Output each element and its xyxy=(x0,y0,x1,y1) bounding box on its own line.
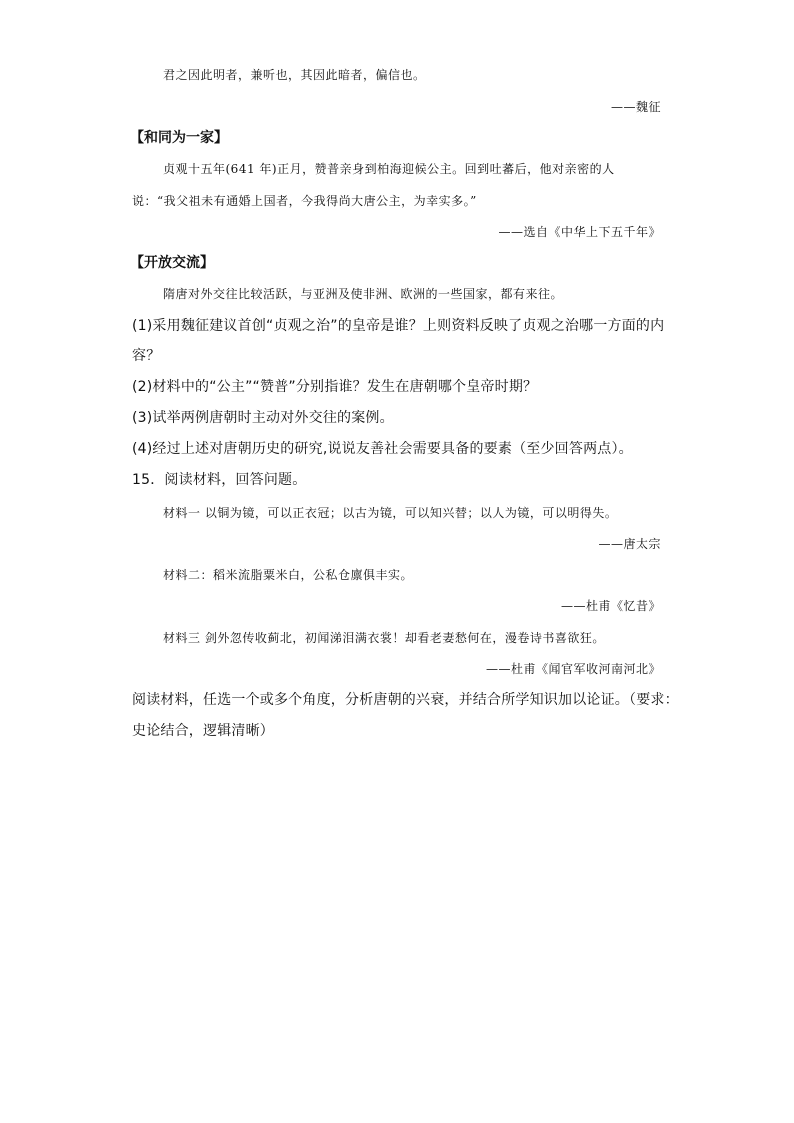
question-15-instruction-line1: 阅读材料，任选一个或多个角度，分析唐朝的兴衰，并结合所学知识加以论证。（要求： xyxy=(132,692,679,708)
section-heading-kaifang: 【开放交流】 xyxy=(130,255,214,271)
attribution-hetong: ——选自《中华上下五千年》 xyxy=(498,225,661,239)
question-4: (4)经过上述对唐朝历史的研究,说说友善社会需要具备的要素（至少回答两点）。 xyxy=(132,441,633,457)
question-1-line1: (1)采用魏征建议首创“贞观之治”的皇帝是谁？上则资料反映了贞观之治哪一方面的内 xyxy=(132,318,665,334)
attribution-weizheng: ——魏征 xyxy=(610,100,661,114)
question-3: (3)试举两例唐朝时主动对外交往的案例。 xyxy=(132,410,394,426)
question-15-title: 15．阅读材料，回答问题。 xyxy=(132,472,307,488)
quote-weizheng: 君之因此明者，兼听也，其因此暗者，偏信也。 xyxy=(163,68,426,82)
question-15-instruction-line2: 史论结合，逻辑清晰） xyxy=(132,723,274,739)
material-2-text: 材料二：稻米流脂粟米白，公私仓廪俱丰实。 xyxy=(163,568,414,582)
material-hetong-line2: 说：“我父祖未有通婚上国者，今我得尚大唐公主，为幸实多。” xyxy=(132,194,477,208)
material-2-attribution: ——杜甫《忆昔》 xyxy=(560,599,661,613)
material-3-attribution: ——杜甫《闻官军收河南河北》 xyxy=(485,662,661,676)
question-2: (2)材料中的“公主”“赞普”分别指谁？发生在唐朝哪个皇帝时期？ xyxy=(132,379,538,395)
material-3-text: 材料三 剑外忽传收蓟北，初闻涕泪满衣裳！却看老妻愁何在，漫卷诗书喜欲狂。 xyxy=(163,631,605,645)
material-1-text: 材料一 以铜为镜，可以正衣冠；以古为镜，可以知兴替；以人为镜，可以明得失。 xyxy=(163,506,618,520)
material-1-attribution: ——唐太宗 xyxy=(598,537,661,551)
material-kaifang-line1: 隋唐对外交往比较活跃，与亚洲及使非洲、欧洲的一些国家，都有来往。 xyxy=(163,287,564,301)
section-heading-hetong: 【和同为一家】 xyxy=(130,130,228,146)
question-1-line2: 容？ xyxy=(132,348,161,364)
material-hetong-line1: 贞观十五年(641 年)正月，赞普亲身到柏海迎候公主。回到吐蕃后，他对亲密的人 xyxy=(163,162,615,176)
